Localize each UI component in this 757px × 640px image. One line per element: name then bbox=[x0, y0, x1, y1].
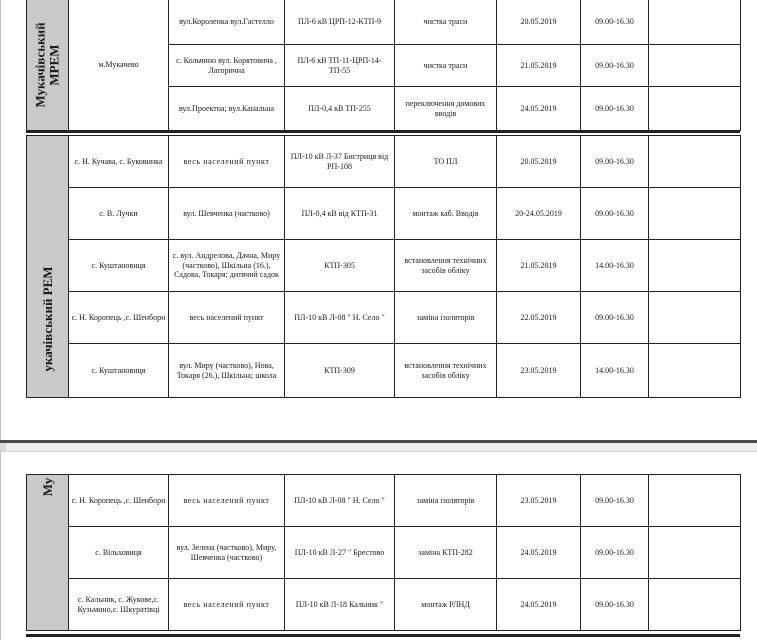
page-edge bbox=[0, 452, 1, 640]
table-cell-date: 24.05.2019 bbox=[497, 527, 581, 579]
table-cell-empty bbox=[649, 188, 741, 240]
table-cell-locality: с. Кальник, с. Жукове,с. Кузьмино,с. Шкуратівці bbox=[69, 579, 169, 631]
table-cell-work: заміна ізоляторів bbox=[395, 292, 497, 344]
table-cell-line: ПЛ-10 кВ Л-08 " Н. Село " bbox=[285, 475, 395, 527]
table-cell-empty bbox=[649, 475, 741, 527]
table-cell-work: встановлення технічних засобів обліку bbox=[395, 240, 497, 292]
table-cell-streets: вул. Зелена (частково), Миру, Шевченка (частково) bbox=[169, 527, 285, 579]
table-cell-streets: весь населений пункт bbox=[169, 292, 285, 344]
table-cell-line: КТП-305 bbox=[285, 240, 395, 292]
table-cell-work: заміна КТП-282 bbox=[395, 527, 497, 579]
table-cell-empty bbox=[649, 87, 741, 131]
rem-department-label: укачівський РЕМ bbox=[27, 136, 69, 398]
table-cell-work: чистка траси bbox=[395, 45, 497, 87]
table-cell-time: 09.00-16.30 bbox=[581, 87, 649, 131]
mrem-label-line1: Мукачівський bbox=[32, 21, 48, 108]
table-cell-streets: вул.Короленка вул.Гастелло bbox=[169, 0, 285, 45]
document-page-2 bbox=[0, 452, 757, 640]
table-cell-line: ПЛ-0,4 кВ від КТП-31 bbox=[285, 188, 395, 240]
table-cell-streets: весь населений пункт bbox=[169, 136, 285, 188]
table-cell-time: 09.00-16.30 bbox=[581, 292, 649, 344]
table-cell-time: 14.00-16.30 bbox=[581, 344, 649, 398]
table-cell-line: ПЛ-6 кВ ЦРП-12-КТП-9 bbox=[285, 0, 395, 45]
page-break bbox=[0, 440, 757, 452]
table-cell-time: 09.00-16.30 bbox=[581, 527, 649, 579]
table-cell-time: 14.00-16.30 bbox=[581, 240, 649, 292]
table-cell-empty bbox=[649, 240, 741, 292]
table-cell-empty bbox=[649, 45, 741, 87]
table-cell-line: ПЛ-10 кВ Л-18 Кальник " bbox=[285, 579, 395, 631]
table-cell-date: 20-24.05.2019 bbox=[497, 188, 581, 240]
table-cell-time: 09.00-16.30 bbox=[581, 579, 649, 631]
table-cell-line: ПЛ-10 кВ Л-08 " Н. Село " bbox=[285, 292, 395, 344]
table-cell-line: КТП-309 bbox=[285, 344, 395, 398]
rem-outage-table-continued bbox=[26, 474, 741, 631]
table-cell-time: 09.00-16.30 bbox=[581, 188, 649, 240]
table-cell-locality: с. Н. Коропець ,с. Шенборн bbox=[69, 292, 169, 344]
table-cell-line: ПЛ-10 кВ Л-27 " Брестово bbox=[285, 527, 395, 579]
table-cell-time: 09.00-16.30 bbox=[581, 0, 649, 45]
mrem-label-line2: МРЕМ bbox=[46, 43, 62, 86]
table-cell-locality: с. Н. Коропець ,с. Шенборн bbox=[69, 475, 169, 527]
table-cell-empty bbox=[649, 136, 741, 188]
table-cell-locality: с. Н. Кучава, с. Буковинка bbox=[69, 136, 169, 188]
table-cell-work: чистка траси bbox=[395, 0, 497, 45]
rem-department-label-continued: Му bbox=[27, 475, 69, 631]
table-cell-empty bbox=[649, 0, 741, 45]
table-cell-date: 21.05.2019 bbox=[497, 45, 581, 87]
table-cell-date: 23.05.2019 bbox=[497, 475, 581, 527]
mrem-outage-table bbox=[26, 0, 741, 131]
table-cell-date: 24.05.2019 bbox=[497, 87, 581, 131]
table-cell-date: 20.05.2019 bbox=[497, 136, 581, 188]
table-cell-empty bbox=[649, 527, 741, 579]
table-cell-line: ПЛ-10 кВ Л-37 Бистриця від РП-108 bbox=[285, 136, 395, 188]
table-cell-empty bbox=[649, 344, 741, 398]
table-cell-line: ПЛ-0,4 кВ ТП-255 bbox=[285, 87, 395, 131]
table-cell-streets: вул. Миру (частково), Нова, Токаря (26.), Шкільна; школа bbox=[169, 344, 285, 398]
table-cell-locality: с. Вільховиця bbox=[69, 527, 169, 579]
table-cell-date: 20.05.2019 bbox=[497, 0, 581, 45]
table-cell-locality: с. В. Лучки bbox=[69, 188, 169, 240]
table-cell-time: 09.00-16.30 bbox=[581, 475, 649, 527]
table-cell-time: 09.00-16.30 bbox=[581, 45, 649, 87]
table-cell-empty bbox=[649, 579, 741, 631]
table-cell-line: ПЛ-6 кВ ТП-11-ЦРП-14-ТП-55 bbox=[285, 45, 395, 87]
table-cell-date: 21.05.2019 bbox=[497, 240, 581, 292]
table-cell-date: 23.05.2019 bbox=[497, 344, 581, 398]
mrem-locality: м.Мукачево bbox=[69, 0, 169, 131]
table-cell-work: заміна ізоляторів bbox=[395, 475, 497, 527]
table-cell-work: монтаж РЛНД bbox=[395, 579, 497, 631]
page-edge bbox=[0, 0, 1, 440]
mrem-department-label bbox=[27, 0, 69, 131]
table-cell-streets: с. вул. Андрелова, Дачна, Миру (частково), Шкільна (16.), Садова, Токаря; дитячий садок bbox=[169, 240, 285, 292]
table-cell-time: 09.00-16.30 bbox=[581, 136, 649, 188]
table-cell-work: переключення домових вводів bbox=[395, 87, 497, 131]
table-cell-streets: вул.Проектна; вул.Канальна bbox=[169, 87, 285, 131]
table-cell-work: ТО ПЛ bbox=[395, 136, 497, 188]
table-cell-work: встановлення технічних засобів обліку bbox=[395, 344, 497, 398]
table-cell-streets: весь населений пункт bbox=[169, 579, 285, 631]
table-cell-streets: вул. Шевченка (частково) bbox=[169, 188, 285, 240]
table-cell-locality: с. Куштановиця bbox=[69, 344, 169, 398]
section-divider bbox=[26, 634, 740, 637]
section-divider bbox=[26, 130, 740, 133]
table-cell-streets: весь населений пункт bbox=[169, 475, 285, 527]
rem-outage-table bbox=[26, 135, 741, 398]
table-cell-streets: с. Кольчино вул. Корятовича , Латорична bbox=[169, 45, 285, 87]
table-cell-locality: с. Куштановиця bbox=[69, 240, 169, 292]
table-cell-date: 22.05.2019 bbox=[497, 292, 581, 344]
table-cell-work: монтаж каб. Вводів bbox=[395, 188, 497, 240]
table-cell-empty bbox=[649, 292, 741, 344]
table-cell-date: 24.05.2019 bbox=[497, 579, 581, 631]
